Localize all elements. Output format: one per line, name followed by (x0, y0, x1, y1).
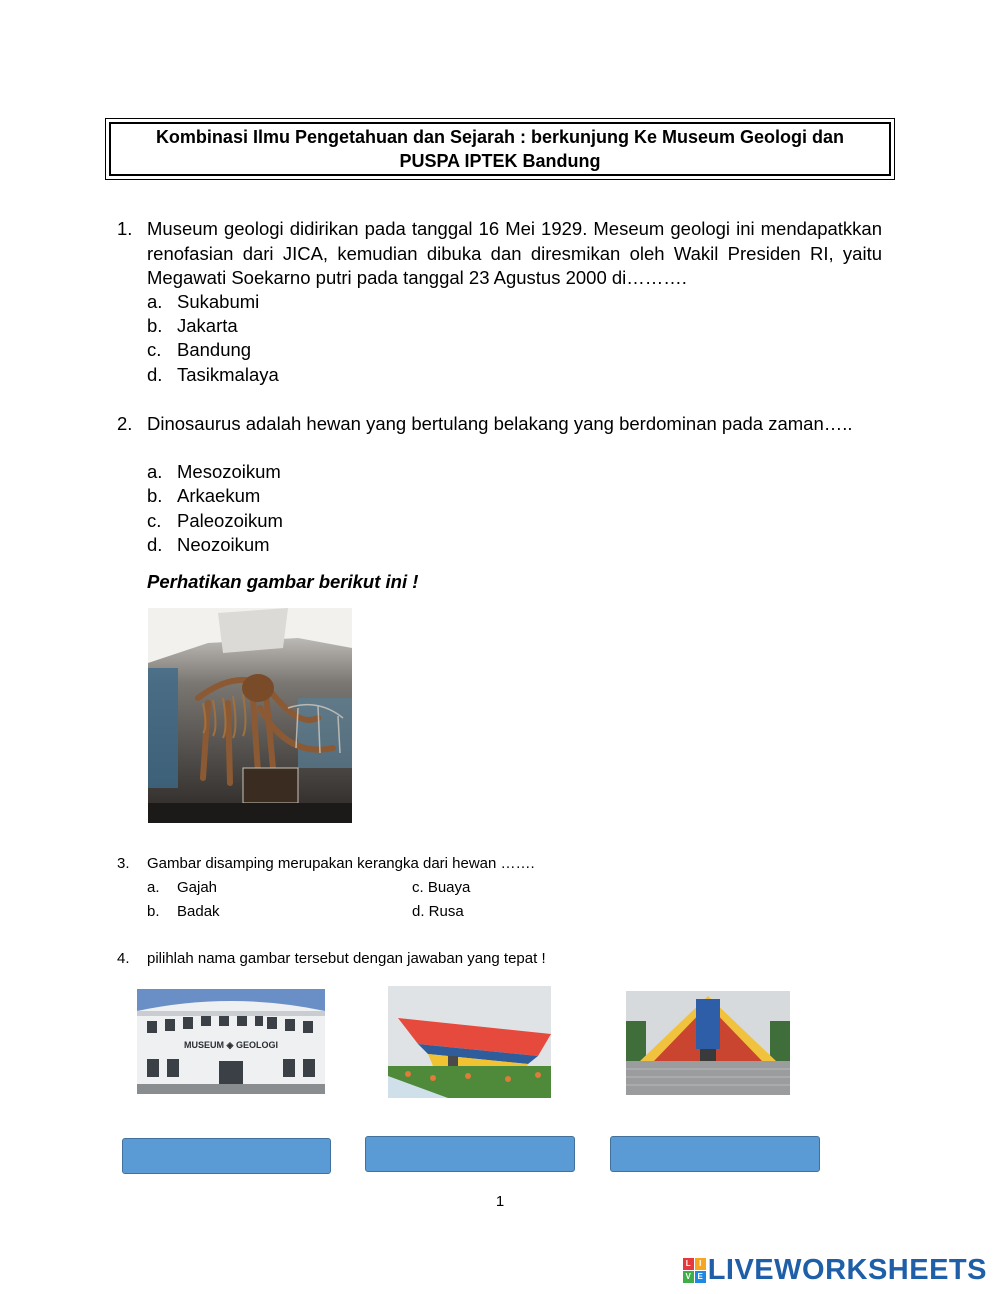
page-number: 1 (495, 1193, 505, 1210)
question-3-text: Gambar disamping merupakan kerangka dari hewan ……. (147, 855, 535, 872)
option-text: Badak (177, 903, 220, 920)
option-3c: c. Buaya (412, 879, 471, 896)
skeleton-photo (148, 608, 352, 823)
option-2d (147, 533, 270, 558)
logo-letter: E (695, 1271, 706, 1283)
title (109, 122, 891, 176)
option-letter: b. (147, 485, 163, 506)
option-1d (147, 363, 279, 388)
option-letter: c. (147, 339, 162, 360)
logo-letter: I (695, 1258, 706, 1270)
option-letter: b. (147, 903, 160, 920)
liveworksheets-brand (683, 1254, 987, 1287)
question-text: Museum geologi didirikan pada tanggal 16 Mei 1929. Meseum geologi ini mendapatkkan renofasian dari JICA, kemudian dibuka dan diresmikan oleh Wakil Presiden RI, yaitu Megawati Soekarno putri pada tanggal 23 Agustus 2000 di………. (147, 218, 882, 288)
instruction: Perhatikan gambar berikut ini ! (147, 571, 419, 592)
option-letter: d. (147, 534, 163, 555)
answer-box-1[interactable] (122, 1138, 331, 1174)
option-letter: c. (147, 510, 162, 531)
question-3-number: 3. (117, 855, 130, 872)
pyramid-building-photo (626, 991, 790, 1095)
option-text: Paleozoikum (177, 510, 283, 531)
option-letter: d. (147, 364, 163, 385)
option-1b (147, 314, 238, 339)
option-text: Bandung (177, 339, 252, 360)
question-4-text: pilihlah nama gambar tersebut dengan jawaban yang tepat ! (147, 950, 546, 967)
option-2c (147, 509, 283, 534)
option-letter: a. (147, 291, 163, 312)
option-2a (147, 460, 281, 485)
option-text: Sukabumi (177, 291, 260, 312)
question-4-number: 4. (117, 950, 130, 967)
logo-letter: V (683, 1271, 694, 1283)
option-text: Neozoikum (177, 534, 270, 555)
museum-sign: MUSEUM ◈ GEOLOGI (184, 1040, 278, 1050)
option-text: Gajah (177, 879, 218, 896)
option-3d: d. Rusa (412, 903, 464, 920)
museum-geologi-photo (137, 989, 325, 1094)
liveworksheets-logo-icon (683, 1258, 706, 1283)
option-text: Mesozoikum (177, 461, 281, 482)
question-text: Dinosaurus adalah hewan yang bertulang belakang yang berdominan pada zaman….. (147, 413, 853, 434)
answer-box-3[interactable] (610, 1136, 820, 1172)
title-box (105, 118, 895, 180)
logo-letter: L (683, 1258, 694, 1270)
option-text: Arkaekum (177, 485, 261, 506)
puspa-iptek-photo (388, 986, 551, 1098)
option-letter: b. (147, 315, 163, 336)
answer-box-2[interactable] (365, 1136, 575, 1172)
option-3b (147, 900, 220, 924)
option-letter: a. (147, 879, 160, 896)
question-number: 2. (117, 413, 133, 434)
option-2b (147, 484, 260, 509)
option-1a (147, 290, 259, 315)
option-1c (147, 338, 251, 363)
liveworksheets-wordmark: LIVEWORKSHEETS (707, 1254, 987, 1286)
option-letter: a. (147, 461, 163, 482)
option-3a (147, 876, 217, 900)
title-line-1: Kombinasi Ilmu Pengetahuan dan Sejarah : berkunjung Ke Museum Geologi dan (155, 127, 845, 147)
option-text: Tasikmalaya (177, 364, 279, 385)
question-number: 1. (117, 218, 133, 239)
option-text: Jakarta (177, 315, 238, 336)
title-line-2: PUSPA IPTEK Bandung (399, 151, 601, 171)
